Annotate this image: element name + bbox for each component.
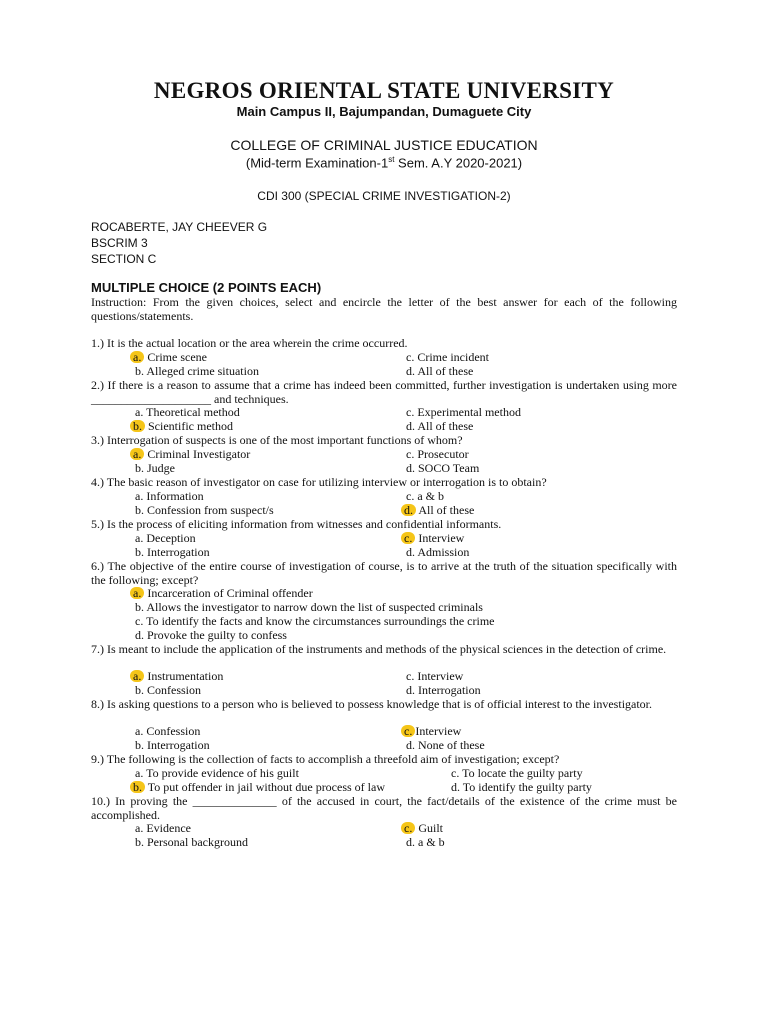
choice-text: Crime scene [144,350,207,364]
choice-text: Incarceration of Criminal offender [144,586,313,600]
answer-highlight: a. [130,670,144,682]
choice-text: Guilt [415,821,443,835]
choice-a: a. Evidence [135,821,191,835]
student-section: SECTION C [91,252,157,266]
choice-b: b. Interrogation [135,545,210,559]
choice-c: c. a & b [406,489,444,503]
question-text: 2.) If there is a reason to assume that a crime has indeed been committed, further investigation is undertaken using more ____________________ and techniques. [91,378,677,406]
choice-a: a. Confession [135,724,201,738]
choice-c: c. Crime incident [406,350,489,364]
choice-text: Criminal Investigator [144,447,251,461]
choice-b: b. Interrogation [135,738,210,752]
choice-c: c. Prosecutor [406,447,469,461]
question-text: 5.) Is the process of eliciting information from witnesses and confidential informants. [91,517,502,531]
choice-b: b. Judge [135,461,175,475]
choice-a: a. To provide evidence of his guilt [135,766,299,780]
choice-d: d. Admission [406,545,470,559]
exam-prefix: (Mid-term Examination-1 [245,155,389,171]
choice-a: a. Information [135,489,204,503]
campus-address: Main Campus II, Bajumpandan, Dumaguete City [236,104,532,119]
choice-c [401,724,461,738]
choice-c: c. Interview [406,669,464,683]
choice-text: All of these [416,503,475,517]
student-program: BSCRIM 3 [91,236,148,250]
choice-text: Scientific method [145,419,233,433]
choice-d: d. Provoke the guilty to confess [135,628,287,642]
choice-a [130,447,250,461]
choice-d: d. a & b [406,835,445,849]
answer-highlight: c. [401,532,415,544]
question-text: 4.) The basic reason of investigator on case for utilizing interview or interrogation is to obtain? [91,475,547,489]
answer-highlight: b. [130,781,145,793]
question-text: 9.) The following is the collection of facts to accomplish a threefold aim of investigation; except? [91,752,560,766]
exam-suffix: Sem. A.Y 2020-2021) [394,155,523,171]
answer-highlight: c. [401,822,415,834]
question-text: 6.) The objective of the entire course of investigation of course, is to arrive at the truth of the situation specifically with the following; except? [91,559,677,587]
choice-b [130,419,233,433]
choice-d [401,503,474,517]
question-text: 10.) In proving the ______________ of the accused in court, the fact/details of the existence of the crime must be accomplished. [91,794,677,822]
choice-b [130,780,385,794]
choice-text: Instrumentation [144,669,224,683]
choice-c: c. To locate the guilty party [451,766,583,780]
exam-term [0,155,768,170]
choice-c [401,821,443,835]
choice-a: a. Theoretical method [135,405,240,419]
question-text: 8.) Is asking questions to a person who is believed to possess knowledge that is of official interest to the investigator. [91,697,653,711]
answer-highlight: b. [130,420,145,432]
question-text: 7.) Is meant to include the application of the instruments and methods of the physical sciences in the detection of crime. [91,642,667,656]
course-title: CDI 300 (SPECIAL CRIME INVESTIGATION-2) [257,189,511,203]
choice-b: b. Confession [135,683,201,697]
student-name: ROCABERTE, JAY CHEEVER G [91,220,268,234]
choice-c: c. To identify the facts and know the circumstances surroundings the crime [135,614,495,628]
university-title: NEGROS ORIENTAL STATE UNIVERSITY [153,78,615,103]
answer-highlight: a. [130,587,144,599]
choice-a: a. Deception [135,531,196,545]
choice-c: c. Experimental method [406,405,521,419]
choice-d: d. To identify the guilty party [451,780,592,794]
college-name: COLLEGE OF CRIMINAL JUSTICE EDUCATION [230,137,538,153]
answer-highlight: a. [130,351,144,363]
exam-superscript: st [388,155,395,164]
choice-b: b. Confession from suspect/s [135,503,274,517]
choice-d: d. None of these [406,738,485,752]
choice-d: d. Interrogation [406,683,481,697]
choice-b: b. Alleged crime situation [135,364,259,378]
instruction-text: Instruction: From the given choices, select and encircle the letter of the best answer for each of the following questions/statements. [91,295,677,323]
section-title: MULTIPLE CHOICE (2 POINTS EACH) [91,280,322,295]
choice-text: To put offender in jail without due process of law [145,780,385,794]
choice-text: Interview [415,724,462,738]
choice-d: d. SOCO Team [406,461,480,475]
choice-d: d. All of these [406,364,474,378]
question-text: 3.) Interrogation of suspects is one of the most important functions of whom? [91,433,463,447]
choice-c [401,531,464,545]
choice-a [130,669,223,683]
answer-highlight: d. [401,504,416,516]
answer-highlight: a. [130,448,144,460]
choice-text: Interview [415,531,465,545]
question-text: 1.) It is the actual location or the area wherein the crime occurred. [91,336,408,350]
answer-highlight: c. [401,725,415,737]
choice-b: b. Allows the investigator to narrow down the list of suspected criminals [135,600,483,614]
choice-a [130,350,207,364]
choice-a [130,586,313,600]
choice-d: d. All of these [406,419,474,433]
choice-b: b. Personal background [135,835,248,849]
